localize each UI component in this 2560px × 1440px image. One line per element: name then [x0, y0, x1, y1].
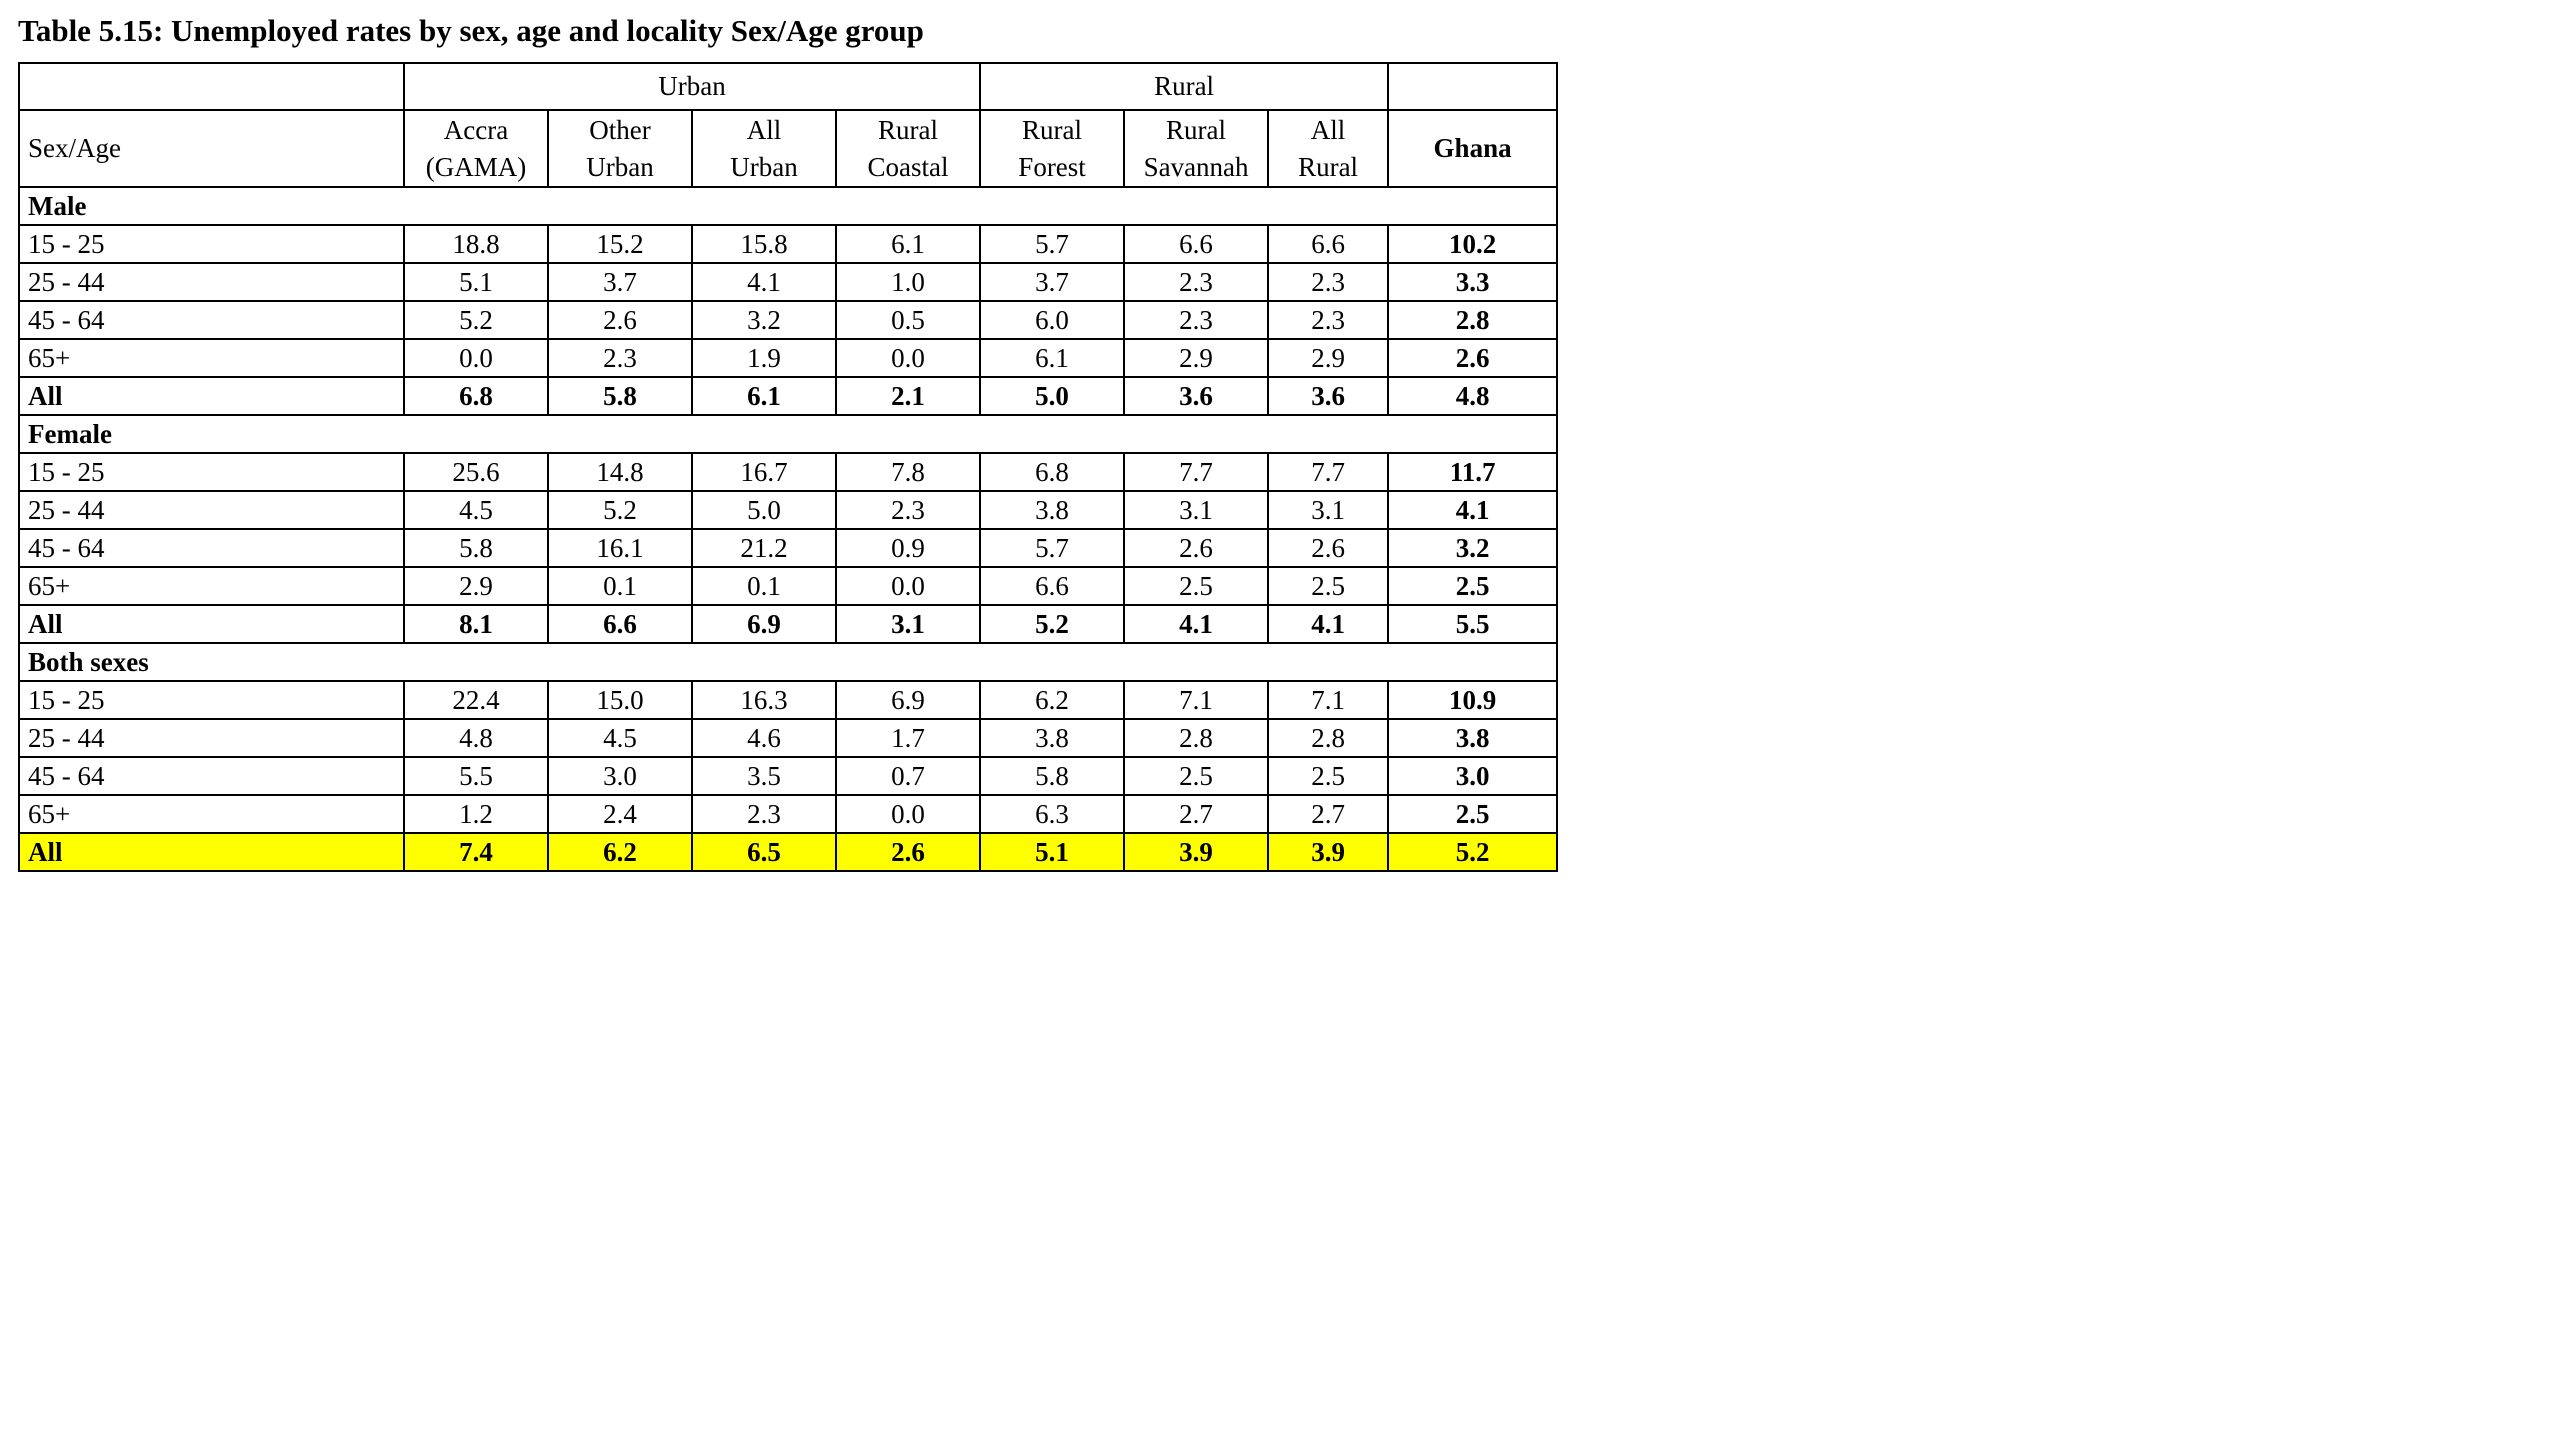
table-cell: 3.9	[1268, 833, 1388, 871]
table-cell: 3.7	[548, 263, 692, 301]
table-cell: 6.6	[1268, 225, 1388, 263]
table-cell: 22.4	[404, 681, 548, 719]
table-cell: 0.5	[836, 301, 980, 339]
table-cell: 8.1	[404, 605, 548, 643]
table-cell: 7.7	[1268, 453, 1388, 491]
table-cell: 6.3	[980, 795, 1124, 833]
table-cell: 6.2	[980, 681, 1124, 719]
table-row	[19, 567, 1557, 605]
section-row	[19, 187, 1557, 225]
table-cell: 6.1	[980, 339, 1124, 377]
table-cell: 2.6	[1268, 529, 1388, 567]
table-cell: 3.8	[980, 491, 1124, 529]
row-label: 45 - 64	[19, 757, 404, 795]
empty-header-cell	[19, 63, 404, 110]
table-row	[19, 453, 1557, 491]
row-label: All	[19, 605, 404, 643]
table-cell: 4.1	[1388, 491, 1557, 529]
table-cell: 5.2	[1388, 833, 1557, 871]
table-cell: 14.8	[548, 453, 692, 491]
row-label: 45 - 64	[19, 529, 404, 567]
table-cell: 16.7	[692, 453, 836, 491]
table-cell: 4.1	[692, 263, 836, 301]
table-cell: 1.0	[836, 263, 980, 301]
table-cell: 3.2	[692, 301, 836, 339]
table-cell: 4.1	[1268, 605, 1388, 643]
table-cell: 4.8	[1388, 377, 1557, 415]
section-label: Both sexes	[19, 643, 1557, 681]
table-cell: 5.0	[980, 377, 1124, 415]
table-cell: 2.9	[1124, 339, 1268, 377]
table-cell: 5.5	[1388, 605, 1557, 643]
rural-group-header: Rural	[980, 63, 1388, 110]
row-label: 25 - 44	[19, 263, 404, 301]
table-cell: 5.0	[692, 491, 836, 529]
table-cell: 6.5	[692, 833, 836, 871]
column-header-other-urban: Other Urban	[548, 110, 692, 187]
table-cell: 4.5	[404, 491, 548, 529]
table-cell: 0.1	[548, 567, 692, 605]
table-cell: 4.1	[1124, 605, 1268, 643]
table-cell: 3.0	[1388, 757, 1557, 795]
table-cell: 2.3	[1268, 301, 1388, 339]
table-cell: 2.6	[1388, 339, 1557, 377]
table-cell: 2.9	[1268, 339, 1388, 377]
table-row	[19, 757, 1557, 795]
table-cell: 6.2	[548, 833, 692, 871]
table-cell: 5.8	[980, 757, 1124, 795]
table-cell: 16.1	[548, 529, 692, 567]
table-cell: 21.2	[692, 529, 836, 567]
table-cell: 2.5	[1268, 567, 1388, 605]
table-cell: 5.8	[404, 529, 548, 567]
table-cell: 2.6	[548, 301, 692, 339]
section-label: Male	[19, 187, 1557, 225]
table-cell: 5.2	[980, 605, 1124, 643]
table-row	[19, 795, 1557, 833]
table-cell: 18.8	[404, 225, 548, 263]
table-cell: 6.0	[980, 301, 1124, 339]
row-label: All	[19, 377, 404, 415]
table-cell: 3.1	[1124, 491, 1268, 529]
table-cell: 10.9	[1388, 681, 1557, 719]
table-cell: 0.0	[836, 339, 980, 377]
table-cell: 3.7	[980, 263, 1124, 301]
table-row	[19, 301, 1557, 339]
table-cell: 10.2	[1388, 225, 1557, 263]
table-cell: 3.9	[1124, 833, 1268, 871]
table-cell: 2.3	[692, 795, 836, 833]
table-cell: 3.3	[1388, 263, 1557, 301]
table-cell: 0.0	[836, 567, 980, 605]
document-page	[0, 0, 1568, 872]
table-cell: 3.0	[548, 757, 692, 795]
column-header-row	[19, 110, 1557, 187]
table-cell: 4.5	[548, 719, 692, 757]
table-cell: 6.1	[836, 225, 980, 263]
group-header-row	[19, 63, 1557, 110]
table-cell: 2.7	[1268, 795, 1388, 833]
table-cell: 5.2	[404, 301, 548, 339]
row-label: 65+	[19, 795, 404, 833]
table-cell: 3.8	[980, 719, 1124, 757]
table-row	[19, 529, 1557, 567]
table-row	[19, 225, 1557, 263]
table-cell: 15.8	[692, 225, 836, 263]
table-cell: 6.8	[404, 377, 548, 415]
table-cell: 0.7	[836, 757, 980, 795]
sex-age-header: Sex/Age	[19, 110, 404, 187]
section-label: Female	[19, 415, 1557, 453]
row-label: 25 - 44	[19, 719, 404, 757]
column-header-rural-savannah: Rural Savannah	[1124, 110, 1268, 187]
table-cell: 2.6	[836, 833, 980, 871]
table-cell: 6.8	[980, 453, 1124, 491]
column-header-rural-coastal: Rural Coastal	[836, 110, 980, 187]
table-cell: 5.7	[980, 529, 1124, 567]
table-cell: 1.9	[692, 339, 836, 377]
table-cell: 0.9	[836, 529, 980, 567]
table-cell: 3.8	[1388, 719, 1557, 757]
table-cell: 2.8	[1388, 301, 1557, 339]
table-cell: 0.1	[692, 567, 836, 605]
table-cell: 2.3	[836, 491, 980, 529]
table-row	[19, 263, 1557, 301]
row-label: 65+	[19, 339, 404, 377]
table-row	[19, 339, 1557, 377]
table-cell: 7.8	[836, 453, 980, 491]
table-cell: 4.6	[692, 719, 836, 757]
table-cell: 15.0	[548, 681, 692, 719]
urban-group-header: Urban	[404, 63, 980, 110]
table-cell: 2.5	[1124, 757, 1268, 795]
table-cell: 6.9	[836, 681, 980, 719]
table-cell: 6.1	[692, 377, 836, 415]
table-cell: 1.7	[836, 719, 980, 757]
table-cell: 2.4	[548, 795, 692, 833]
table-cell: 6.6	[1124, 225, 1268, 263]
table-cell: 16.3	[692, 681, 836, 719]
table-cell: 6.6	[548, 605, 692, 643]
table-cell: 3.6	[1124, 377, 1268, 415]
table-cell: 5.8	[548, 377, 692, 415]
table-row	[19, 681, 1557, 719]
table-cell: 5.1	[404, 263, 548, 301]
row-label: 15 - 25	[19, 453, 404, 491]
table-cell: 3.5	[692, 757, 836, 795]
row-label: All	[19, 833, 404, 871]
table-cell: 7.7	[1124, 453, 1268, 491]
table-cell: 2.8	[1124, 719, 1268, 757]
table-row	[19, 491, 1557, 529]
table-cell: 0.0	[836, 795, 980, 833]
table-cell: 7.4	[404, 833, 548, 871]
table-cell: 2.5	[1388, 795, 1557, 833]
column-header-ghana: Ghana	[1388, 110, 1557, 187]
table-cell: 25.6	[404, 453, 548, 491]
table-cell: 7.1	[1268, 681, 1388, 719]
table-cell: 1.2	[404, 795, 548, 833]
row-label: 65+	[19, 567, 404, 605]
table-cell: 2.3	[1268, 263, 1388, 301]
table-cell: 2.1	[836, 377, 980, 415]
table-cell: 2.9	[404, 567, 548, 605]
table-row	[19, 605, 1557, 643]
table-cell: 3.2	[1388, 529, 1557, 567]
row-label: 15 - 25	[19, 225, 404, 263]
table-row	[19, 833, 1557, 871]
table-cell: 6.9	[692, 605, 836, 643]
column-header-rural-forest: Rural Forest	[980, 110, 1124, 187]
section-row	[19, 415, 1557, 453]
table-cell: 2.3	[1124, 263, 1268, 301]
row-label: 25 - 44	[19, 491, 404, 529]
section-row	[19, 643, 1557, 681]
table-cell: 5.5	[404, 757, 548, 795]
table-cell: 5.2	[548, 491, 692, 529]
table-cell: 2.3	[1124, 301, 1268, 339]
table-cell: 6.6	[980, 567, 1124, 605]
table-cell: 2.7	[1124, 795, 1268, 833]
table-cell: 3.1	[836, 605, 980, 643]
table-cell: 7.1	[1124, 681, 1268, 719]
row-label: 15 - 25	[19, 681, 404, 719]
table-cell: 5.7	[980, 225, 1124, 263]
table-row	[19, 377, 1557, 415]
table-cell: 3.6	[1268, 377, 1388, 415]
column-header-all-urban: All Urban	[692, 110, 836, 187]
unemployment-table	[18, 62, 1558, 872]
row-label: 45 - 64	[19, 301, 404, 339]
table-cell: 15.2	[548, 225, 692, 263]
table-cell: 3.1	[1268, 491, 1388, 529]
column-header-all-rural: All Rural	[1268, 110, 1388, 187]
table-cell: 2.8	[1268, 719, 1388, 757]
table-cell: 5.1	[980, 833, 1124, 871]
table-cell: 2.5	[1124, 567, 1268, 605]
empty-header-cell	[1388, 63, 1557, 110]
table-cell: 2.3	[548, 339, 692, 377]
table-cell: 2.5	[1268, 757, 1388, 795]
table-cell: 2.6	[1124, 529, 1268, 567]
column-header-accra: Accra (GAMA)	[404, 110, 548, 187]
table-cell: 4.8	[404, 719, 548, 757]
table-cell: 11.7	[1388, 453, 1557, 491]
table-row	[19, 719, 1557, 757]
table-cell: 0.0	[404, 339, 548, 377]
table-cell: 2.5	[1388, 567, 1557, 605]
table-title: Table 5.15: Unemployed rates by sex, age and locality Sex/Age group	[18, 13, 924, 48]
